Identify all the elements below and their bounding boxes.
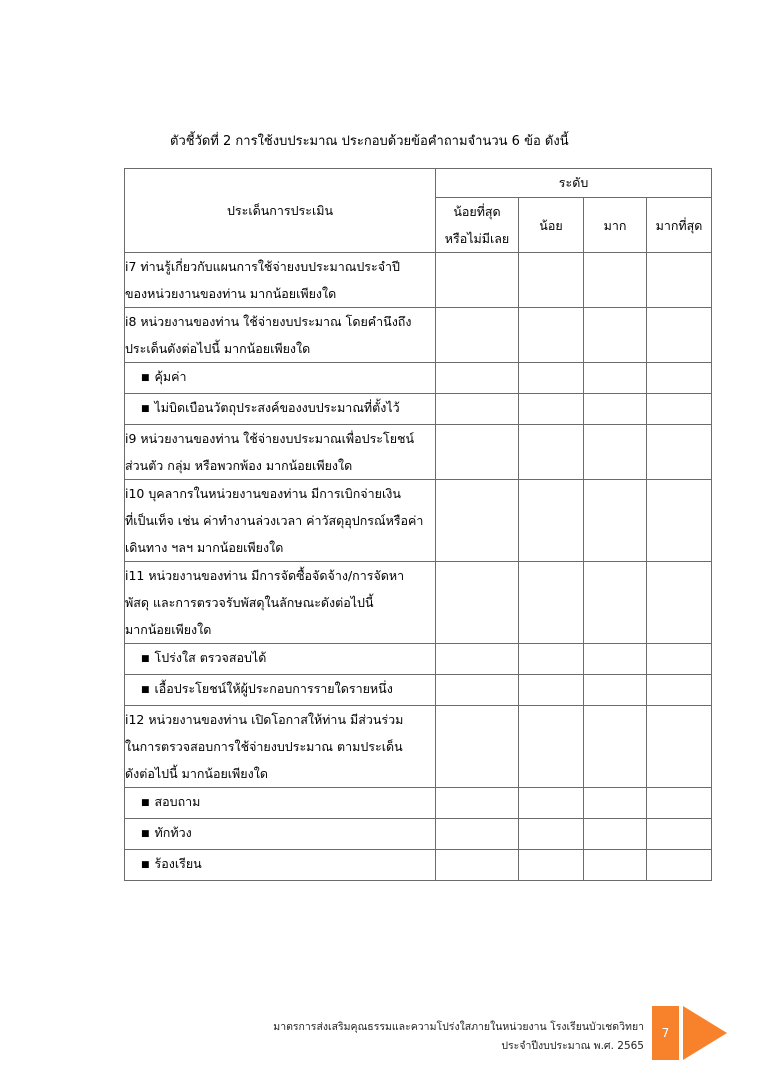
- rating-cell-highest[interactable]: [647, 644, 712, 675]
- rating-cell-highest[interactable]: [647, 253, 712, 308]
- rating-cell-low[interactable]: [519, 480, 584, 562]
- rating-cell-highest[interactable]: [647, 308, 712, 363]
- rating-cell-high[interactable]: [584, 788, 647, 819]
- rating-cell-low[interactable]: [519, 394, 584, 425]
- page-number: 7: [652, 1006, 679, 1060]
- question-text: ส่วนตัว กลุ่ม หรือพวกพ้อง มากน้อยเพียงใด: [125, 458, 353, 473]
- level-header: ระดับ: [436, 169, 712, 198]
- question-text: i8 หน่วยงานของท่าน ใช้จ่ายงบประมาณ โดยคำนึงถึง: [125, 314, 412, 329]
- rating-cell-high[interactable]: [584, 394, 647, 425]
- rating-cell-high[interactable]: [584, 675, 647, 706]
- question-text: ในการตรวจสอบการใช้จ่ายงบประมาณ ตามประเด็น: [125, 739, 403, 754]
- rating-cell-highest[interactable]: [647, 706, 712, 788]
- rating-cell-highest[interactable]: [647, 850, 712, 881]
- question-text: i9 หน่วยงานของท่าน ใช้จ่ายงบประมาณเพื่อประโยชน์: [125, 431, 415, 446]
- rating-cell-least[interactable]: [436, 363, 519, 394]
- table-row: [125, 644, 712, 675]
- section-heading: ตัวชี้วัดที่ 2 การใช้งบประมาณ ประกอบด้วยข้อคำถามจำนวน 6 ข้อ ดังนี้: [170, 134, 569, 149]
- question-text: ทักท้วง: [154, 825, 192, 840]
- assessment-table: [124, 168, 712, 881]
- rating-cell-least[interactable]: [436, 644, 519, 675]
- question-cell: [125, 675, 436, 706]
- table-row: [125, 394, 712, 425]
- square-bullet-icon: ■: [141, 373, 150, 383]
- question-cell: [125, 788, 436, 819]
- square-bullet-icon: ■: [141, 798, 150, 808]
- table-row: [125, 308, 712, 363]
- question-text: ร้องเรียน: [154, 856, 202, 871]
- rating-cell-low[interactable]: [519, 850, 584, 881]
- rating-cell-highest[interactable]: [647, 675, 712, 706]
- square-bullet-icon: ■: [141, 404, 150, 414]
- question-text: สอบถาม: [154, 794, 201, 809]
- table-row: [125, 675, 712, 706]
- level-least-header: [436, 198, 519, 253]
- level-highest-header: มากที่สุด: [647, 198, 712, 253]
- rating-cell-highest[interactable]: [647, 394, 712, 425]
- table-row: [125, 480, 712, 562]
- rating-cell-high[interactable]: [584, 706, 647, 788]
- rating-cell-low[interactable]: [519, 562, 584, 644]
- rating-cell-low[interactable]: [519, 363, 584, 394]
- question-cell: [125, 480, 436, 562]
- square-bullet-icon: ■: [141, 685, 150, 695]
- table-row: [125, 819, 712, 850]
- rating-cell-least[interactable]: [436, 562, 519, 644]
- rating-cell-least[interactable]: [436, 788, 519, 819]
- arrow-right-icon: [683, 1006, 727, 1060]
- question-text: ของหน่วยงานของท่าน มากน้อยเพียงใด: [125, 286, 337, 301]
- rating-cell-least[interactable]: [436, 706, 519, 788]
- rating-cell-high[interactable]: [584, 253, 647, 308]
- rating-cell-highest[interactable]: [647, 562, 712, 644]
- rating-cell-high[interactable]: [584, 850, 647, 881]
- rating-cell-high[interactable]: [584, 308, 647, 363]
- rating-cell-high[interactable]: [584, 480, 647, 562]
- question-cell: [125, 363, 436, 394]
- rating-cell-low[interactable]: [519, 253, 584, 308]
- question-text: โปร่งใส ตรวจสอบได้: [154, 650, 267, 665]
- rating-cell-low[interactable]: [519, 788, 584, 819]
- question-text: i11 หน่วยงานของท่าน มีการจัดซื้อจัดจ้าง/การจัดหา: [125, 568, 405, 583]
- question-cell: [125, 819, 436, 850]
- rating-cell-highest[interactable]: [647, 819, 712, 850]
- rating-cell-low[interactable]: [519, 425, 584, 480]
- question-cell: [125, 706, 436, 788]
- rating-cell-low[interactable]: [519, 644, 584, 675]
- question-cell: [125, 425, 436, 480]
- rating-cell-highest[interactable]: [647, 363, 712, 394]
- level-high-header: มาก: [584, 198, 647, 253]
- question-cell: [125, 394, 436, 425]
- footer-title: มาตรการส่งเสริมคุณธรรมและความโปร่งใสภายในหน่วยงาน โรงเรียนบัวเชดวิทยา: [273, 1021, 644, 1033]
- rating-cell-low[interactable]: [519, 308, 584, 363]
- level-least-line1: น้อยที่สุด: [453, 204, 501, 219]
- assessment-rows: [125, 253, 712, 881]
- question-cell: [125, 644, 436, 675]
- level-low-header: น้อย: [519, 198, 584, 253]
- question-cell: [125, 562, 436, 644]
- rating-cell-high[interactable]: [584, 819, 647, 850]
- rating-cell-least[interactable]: [436, 308, 519, 363]
- question-text: คุ้มค่า: [154, 369, 187, 384]
- rating-cell-high[interactable]: [584, 363, 647, 394]
- rating-cell-least[interactable]: [436, 394, 519, 425]
- rating-cell-least[interactable]: [436, 819, 519, 850]
- table-row: [125, 425, 712, 480]
- table-row: [125, 253, 712, 308]
- square-bullet-icon: ■: [141, 860, 150, 870]
- question-text: ไม่บิดเบือนวัตถุประสงค์ของงบประมาณที่ตั้งไว้: [154, 400, 400, 415]
- rating-cell-least[interactable]: [436, 850, 519, 881]
- rating-cell-low[interactable]: [519, 706, 584, 788]
- question-cell: [125, 850, 436, 881]
- footer-fiscal-year: ประจำปีงบประมาณ พ.ศ. 2565: [501, 1040, 644, 1052]
- level-least-line2: หรือไม่มีเลย: [444, 231, 510, 246]
- rating-cell-least[interactable]: [436, 480, 519, 562]
- topic-column-header: ประเด็นการประเมิน: [125, 169, 436, 253]
- table-row: [125, 706, 712, 788]
- question-text: ประเด็นดังต่อไปนี้ มากน้อยเพียงใด: [125, 341, 311, 356]
- question-cell: [125, 308, 436, 363]
- table-row: [125, 788, 712, 819]
- rating-cell-least[interactable]: [436, 253, 519, 308]
- rating-cell-high[interactable]: [584, 644, 647, 675]
- rating-cell-highest[interactable]: [647, 480, 712, 562]
- question-text: i10 บุคลากรในหน่วยงานของท่าน มีการเบิกจ่ายเงิน: [125, 486, 401, 501]
- square-bullet-icon: ■: [141, 829, 150, 839]
- question-text: i7 ท่านรู้เกี่ยวกับแผนการใช้จ่ายงบประมาณประจำปี: [125, 259, 400, 274]
- table-row: [125, 363, 712, 394]
- rating-cell-highest[interactable]: [647, 425, 712, 480]
- question-text: เดินทาง ฯลฯ มากน้อยเพียงใด: [125, 540, 284, 555]
- question-cell: [125, 253, 436, 308]
- question-text: ที่เป็นเท็จ เช่น ค่าทำงานล่วงเวลา ค่าวัสดุอุปกรณ์หรือค่า: [125, 513, 424, 528]
- rating-cell-high[interactable]: [584, 425, 647, 480]
- question-text: พัสดุ และการตรวจรับพัสดุในลักษณะดังต่อไปนี้: [125, 595, 374, 610]
- rating-cell-least[interactable]: [436, 675, 519, 706]
- question-text: ดังต่อไปนี้ มากน้อยเพียงใด: [125, 766, 268, 781]
- rating-cell-highest[interactable]: [647, 788, 712, 819]
- question-text: เอื้อประโยชน์ให้ผู้ประกอบการรายใดรายหนึ่ง: [154, 681, 393, 696]
- table-row: [125, 850, 712, 881]
- rating-cell-low[interactable]: [519, 675, 584, 706]
- question-text: มากน้อยเพียงใด: [125, 622, 212, 637]
- square-bullet-icon: ■: [141, 654, 150, 664]
- question-text: i12 หน่วยงานของท่าน เปิดโอกาสให้ท่าน มีส่วนร่วม: [125, 712, 404, 727]
- rating-cell-low[interactable]: [519, 819, 584, 850]
- rating-cell-least[interactable]: [436, 425, 519, 480]
- rating-cell-high[interactable]: [584, 562, 647, 644]
- table-row: [125, 562, 712, 644]
